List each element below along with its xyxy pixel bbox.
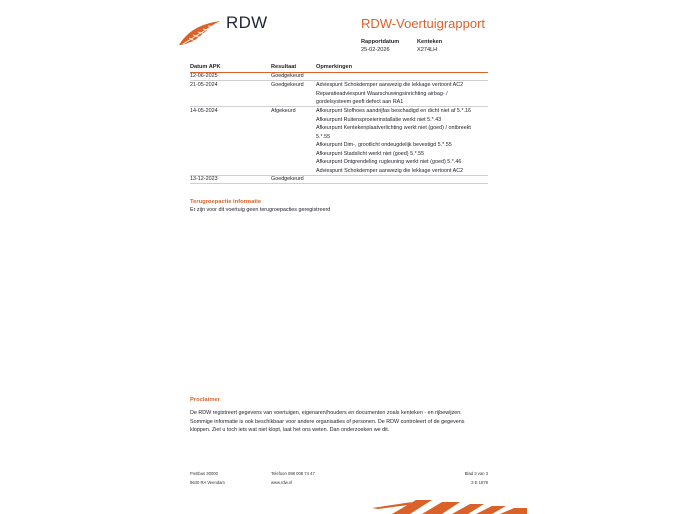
column-header-remarks: Opmerkingen [316,64,353,70]
disclaimer-line: Sommige informatie is ook beschikbaar voor andere organisaties of personen. De RDW controleert of de gegevens [190,418,465,425]
apk-row-3-remark: Afkeurpunt Ruitensproeierinstallatie werkt niet 5.*.43 [316,116,442,123]
apk-row-2-result: Goedgekeurd [271,82,304,88]
apk-row-4-date: 13-12-2023 [190,176,218,182]
apk-row-3-result: Afgekeurd [271,108,296,114]
apk-row-2-remark: Adviespunt Schokdemper aanwezig die lekkage vertoont AC2 [316,82,464,88]
apk-row-3-remark: Afkeurpunt Dim-, grootlicht ondeugdelijk bevestigd 5.*.55 [316,142,452,148]
brand-name: RDW [226,13,268,32]
rdw-stripes-decoration-icon [372,498,527,514]
footer-page-number: Blad 3 van 3 [464,471,488,476]
apk-row-3-remark: Adviespunt Schokdemper aanwezig die lekkage vertoont AC2 [316,167,464,174]
footer-postbox: Postbus 30000 [190,471,218,476]
apk-row-1-date: 12-06-2025 [190,73,218,79]
column-header-date: Datum APK [190,64,221,70]
table-header-divider [190,72,488,73]
apk-row-3-remark: Afkeurpunt Kentekenplaatverlichting werkt niet (goed) / ontbreekt [316,125,471,131]
apk-row-2-remark: Reparatieadviespunt Waarschuwingsinrichting airbag- / [316,90,448,97]
apk-row-2-date: 21-05-2024 [190,82,218,88]
rdw-feather-logo-icon [177,20,221,46]
apk-row-1-result: Goedgekeurd [271,73,304,79]
report-date-label: Rapportdatum [361,39,400,45]
disclaimer-line: kloppen. Ziet u toch iets wat niet klopt, laat het ons weten. Dan onderzoeken we dit. [190,427,390,433]
report-date-value: 25-02-2026 [361,47,390,53]
footer-city: 9640 RA Veendam [190,480,225,485]
row-divider [190,175,488,176]
apk-row-3-remark: 5.*.55 [316,133,331,140]
recall-text: Er zijn voor dit voertuig geen terugroepacties geregistreerd [190,207,331,213]
license-plate-label: Kenteken [417,39,443,45]
footer-document-code: 3 E 1878 [471,480,488,485]
apk-row-3-remark: Afkeurpunt Ontgrendeling rugleuning werkt niet (goed) 5.*.46 [316,159,462,165]
apk-row-4-result: Goedgekeurd [271,176,304,182]
column-header-result: Resultaat [271,64,297,70]
apk-row-3-date: 14-05-2024 [190,108,218,114]
apk-row-3-remark: Afkeurpunt Stadslicht werkt niet (goed) 5.*.55 [316,150,425,157]
footer-phone: Telefoon 088 008 74 47 [271,471,315,476]
report-title: RDW-Voertuigrapport [361,16,486,31]
apk-row-2-remark: gordelsysteem geeft defect aan RA1 [316,99,404,105]
disclaimer-line: De RDW registreert gegevens van voertuigen, eigenaren/houders en documenten zoals kenteken - en rijbewijzen. [190,410,462,416]
row-divider [190,183,488,184]
apk-row-3-remark: Afkeurpunt Stofhoes aandrijfas beschadigd en dicht niet af 5.*.16 [316,108,471,114]
license-plate-value: X274LH [417,47,438,53]
footer-website: www.rdw.nl [271,480,292,485]
disclaimer-title: Proclaimer [190,397,220,403]
recall-section-title: Terugroepactie informatie [190,199,262,205]
